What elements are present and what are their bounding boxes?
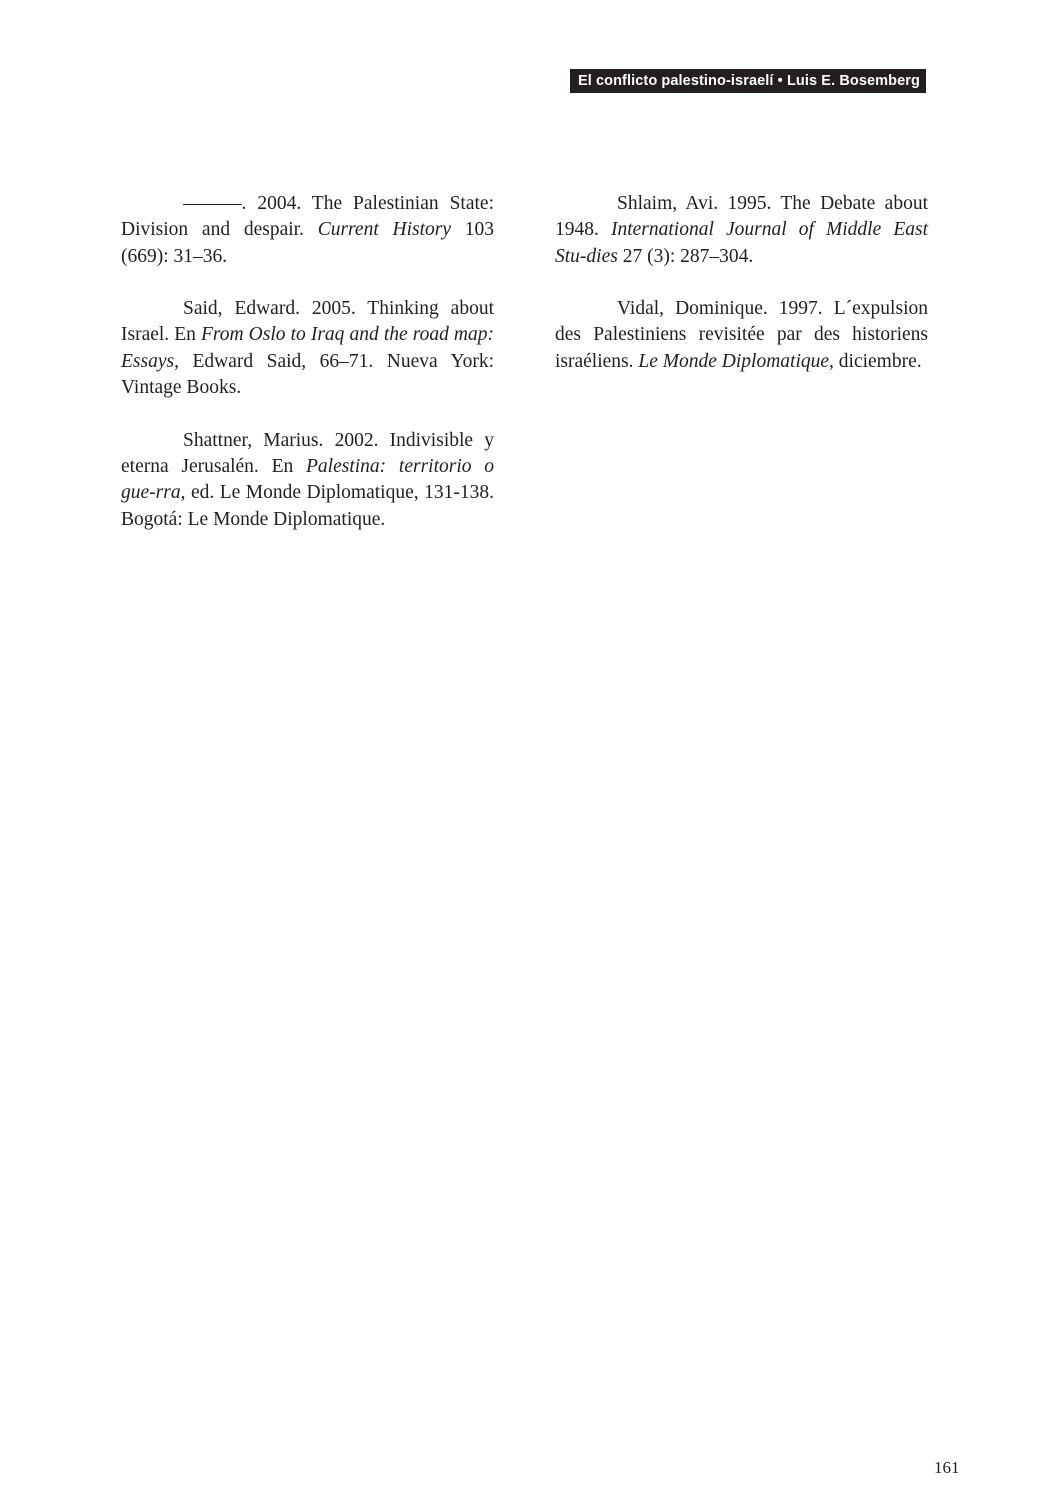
reference-details: , Edward Said, 66–71. Nueva York: Vintage Books. [121, 350, 494, 399]
reference-source-title: Le Monde Diplomatique, [638, 350, 834, 372]
reference-entry [121, 296, 494, 401]
reference-source-title: International Journal of Middle East Stu-dies [555, 219, 929, 267]
reference-source-title: Current History [317, 219, 451, 241]
reference-text: Shlaim, Avi. 1995. The Debate about 1948. [555, 193, 928, 241]
reference-entry [555, 191, 928, 270]
reference-source-title: Palestina: territorio o gue-rra [121, 455, 495, 504]
reference-text: Said, Edward. 2005. Thinking about Israel. En [121, 298, 494, 346]
reference-text: Shattner, Marius. 2002. Indivisible y eterna Jerusalén. En [121, 429, 494, 477]
reference-details: diciembre. [833, 350, 922, 372]
reference-source-title: From Oslo to Iraq and the road map: Essays [121, 324, 494, 372]
references-left-column [121, 191, 494, 559]
reference-text: ———. 2004. The Palestinian State: Division and despair. [121, 193, 494, 241]
reference-entry [121, 428, 494, 533]
reference-details: 27 (3): 287–304. [617, 245, 754, 267]
running-header: El conflicto palestino-israelí • Luis E. Bosemberg [570, 69, 926, 93]
reference-entry [121, 191, 494, 270]
references-right-column [555, 191, 928, 401]
page-number: 161 [934, 1458, 960, 1477]
reference-text: Vidal, Dominique. 1997. L´expulsion des Palestiniens revisitée par des historiens israéliens. [555, 298, 928, 372]
reference-entry [555, 296, 928, 375]
reference-details: , ed. Le Monde Diplomatique, 131-138. Bogotá: Le Monde Diplomatique. [121, 482, 494, 530]
reference-details: 103 (669): 31–36. [121, 219, 494, 267]
